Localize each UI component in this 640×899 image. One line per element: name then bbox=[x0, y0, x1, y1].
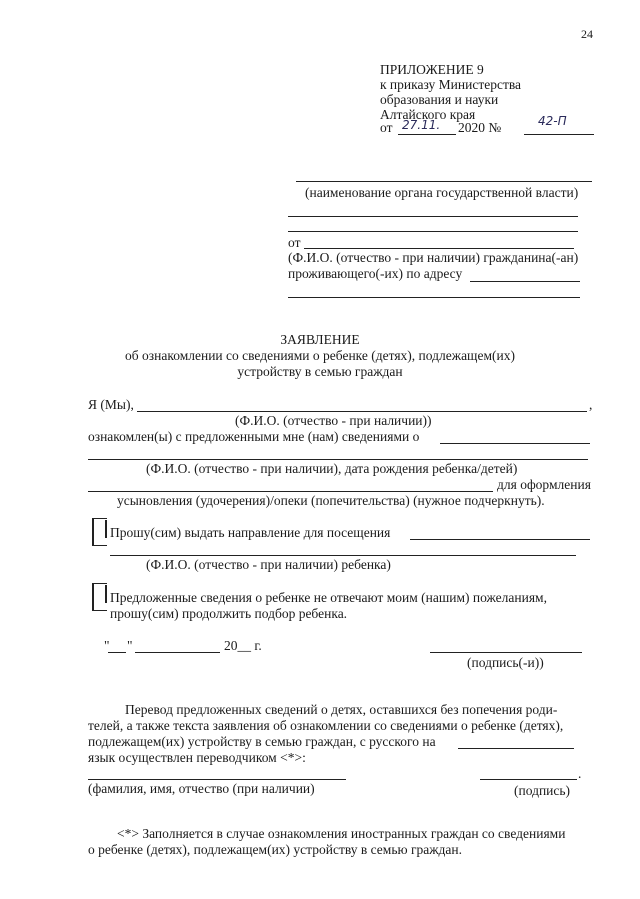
option-1-checkbox-bar bbox=[105, 520, 107, 538]
date-quote-open: " bbox=[104, 638, 110, 653]
footnote-line-2: о ребенке (детях), подлежащем(их) устройству в семью граждан. bbox=[88, 842, 463, 857]
translator-signature-caption: (подпись) bbox=[514, 783, 571, 798]
from-line bbox=[304, 248, 574, 249]
signature-caption: (подпись(-и)) bbox=[467, 655, 544, 670]
translation-line-2: телей, а также текста заявления об ознакомлении со сведениями о ребенке (детях), bbox=[88, 718, 564, 733]
acquainted-line bbox=[440, 443, 590, 444]
citizen-fio-caption: (Ф.И.О. (отчество - при наличии) гражданина(-ан) bbox=[288, 250, 579, 265]
option-2-checkbox-bar bbox=[105, 585, 107, 603]
option-1-line-2 bbox=[110, 555, 576, 556]
addressee-line-1 bbox=[288, 216, 578, 217]
applicant-fio-caption: (Ф.И.О. (отчество - при наличии)) bbox=[235, 413, 432, 428]
handwritten-date: 27.11. bbox=[402, 118, 441, 132]
authority-line bbox=[296, 181, 592, 182]
option-2-text-1: Предложенные сведения о ребенке не отвечают моим (нашим) пожеланиям, bbox=[110, 590, 547, 605]
number-line bbox=[524, 134, 594, 135]
applicant-comma: , bbox=[589, 397, 593, 412]
appendix-year: 2020 № bbox=[458, 120, 502, 135]
date-line bbox=[398, 134, 456, 135]
statement-title: ЗАЯВЛЕНИЕ bbox=[280, 332, 360, 347]
statement-subtitle-1: об ознакомлении со сведениями о ребенке (детях), подлежащем(их) bbox=[125, 348, 515, 363]
addressee-line-2 bbox=[288, 231, 578, 232]
statement-subtitle-2: устройству в семью граждан bbox=[237, 364, 403, 379]
applicant-line bbox=[137, 411, 587, 412]
footnote-line-1: <*> Заполняется в случае ознакомления иностранных граждан со сведениями bbox=[117, 826, 566, 841]
option-1-line bbox=[410, 539, 590, 540]
translator-dot: . bbox=[578, 766, 582, 781]
date-year: 20__ г. bbox=[224, 638, 262, 653]
page-number: 24 bbox=[581, 27, 593, 41]
option-1-caption: (Ф.И.О. (отчество - при наличии) ребенка) bbox=[146, 557, 391, 572]
date-day-line bbox=[108, 652, 126, 653]
translator-fio-caption: (фамилия, имя, отчество (при наличии) bbox=[88, 781, 315, 796]
translator-fio-line bbox=[88, 779, 346, 780]
date-month-line bbox=[135, 652, 220, 653]
appendix-title: ПРИЛОЖЕНИЕ 9 bbox=[380, 62, 484, 77]
address-line-2 bbox=[288, 297, 580, 298]
translation-line-1: Перевод предложенных сведений о детях, оставшихся без попечения роди- bbox=[125, 702, 558, 717]
translation-language-line bbox=[458, 748, 574, 749]
appendix-line-1: к приказу Министерства bbox=[380, 77, 522, 92]
child-line bbox=[88, 459, 588, 460]
translation-line-4: язык осуществлен переводчиком <*>: bbox=[88, 750, 306, 765]
purpose-tail: для оформления bbox=[497, 477, 591, 492]
translator-signature-line bbox=[480, 779, 577, 780]
applicant-label: Я (Мы), bbox=[88, 397, 134, 412]
option-1-text: Прошу(сим) выдать направление для посещения bbox=[110, 525, 391, 540]
appendix-line-2: образования и науки bbox=[380, 92, 499, 107]
child-caption: (Ф.И.О. (отчество - при наличии), дата рождения ребенка/детей) bbox=[146, 461, 518, 476]
appendix-date-prefix: от bbox=[380, 120, 393, 135]
appendix-line-3: Алтайского края bbox=[380, 107, 476, 122]
handwritten-number: 42-П bbox=[538, 114, 567, 128]
purpose-line-2: усыновления (удочерения)/опеки (попечительства) (нужное подчеркнуть). bbox=[117, 493, 545, 508]
date-quote-close: " bbox=[127, 638, 133, 653]
from-label: от bbox=[288, 235, 301, 250]
signature-line bbox=[430, 652, 582, 653]
option-2-text-2: прошу(сим) продолжить подбор ребенка. bbox=[110, 606, 348, 621]
address-line-1 bbox=[470, 281, 580, 282]
purpose-line bbox=[88, 491, 493, 492]
acquainted-text: ознакомлен(ы) с предложенными мне (нам) сведениями о bbox=[88, 429, 420, 444]
address-label: проживающего(-их) по адресу bbox=[288, 266, 463, 281]
translation-line-3: подлежащем(их) устройству в семью граждан, с русского на bbox=[88, 734, 436, 749]
authority-caption: (наименование органа государственной власти) bbox=[305, 185, 579, 200]
